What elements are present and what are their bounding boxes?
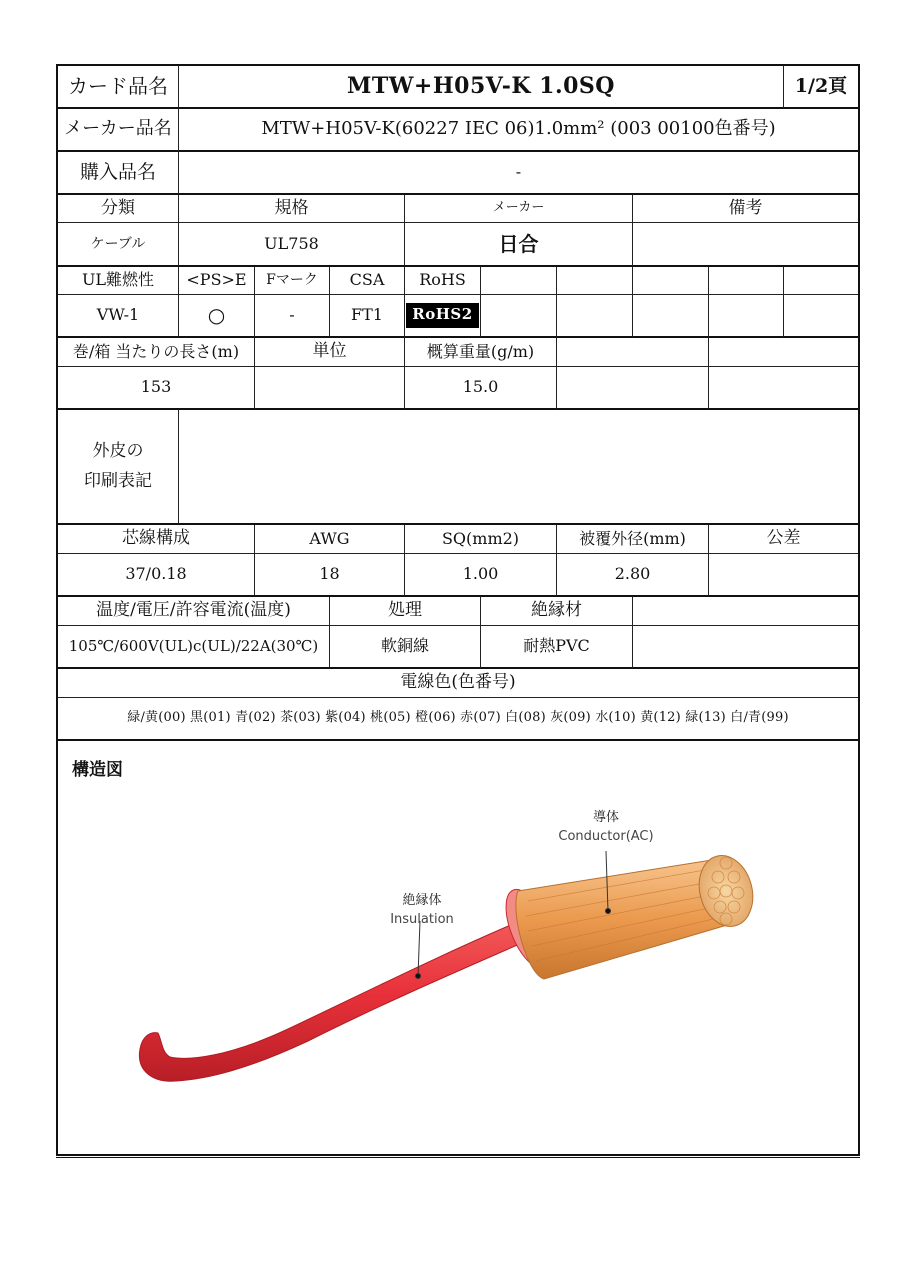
pse-value: ○ (179, 295, 255, 338)
insulation-material-value: 耐熱PVC (481, 626, 633, 669)
pack-blank-header-1 (557, 338, 709, 367)
length-per-reel-header: 巻/箱 当たりの長さ(m) (58, 338, 255, 367)
blank-header-4 (709, 267, 784, 295)
f-mark-header: Fマーク (255, 267, 330, 295)
unit-value (255, 367, 405, 410)
blank-header-5 (784, 267, 858, 295)
rating-blank-header (633, 597, 858, 626)
blank-value-4 (709, 295, 784, 338)
blank-value-5 (784, 295, 858, 338)
pack-blank-value-2 (709, 367, 858, 410)
treatment-header: 処理 (330, 597, 481, 626)
sq-value: 1.00 (405, 554, 557, 597)
blank-header-1 (481, 267, 557, 295)
remarks-value (633, 223, 858, 267)
ul-flame-value: VW-1 (58, 295, 179, 338)
strand-construction-value: 37/0.18 (58, 554, 255, 597)
sheath-marking-value (179, 410, 858, 525)
rohs-value (405, 295, 481, 338)
pack-blank-header-2 (709, 338, 858, 367)
f-mark-value: - (255, 295, 330, 338)
wire-color-list: 緑/黄(00) 黒(01) 青(02) 茶(03) 紫(04) 桃(05) 橙(06) 赤(07) 白(08) 灰(09) 水(10) 黄(12) 緑(13) 白/青(99) (58, 698, 858, 741)
unit-header: 単位 (255, 338, 405, 367)
awg-header: AWG (255, 525, 405, 554)
maker-value: 日合 (405, 223, 633, 267)
strand-construction-header: 芯線構成 (58, 525, 255, 554)
cable-illustration (58, 741, 858, 1154)
conductor-label-en: Conductor(AC) (558, 829, 654, 844)
blank-value-2 (557, 295, 633, 338)
remarks-header: 備考 (633, 195, 858, 223)
tolerance-value (709, 554, 858, 597)
outer-diameter-header: 被覆外径(mm) (557, 525, 709, 554)
csa-value: FT1 (330, 295, 405, 338)
classification-value: ケーブル (58, 223, 179, 267)
sheath-marking-label: 外皮の 印刷表記 (58, 410, 179, 525)
maker-name-label: メーカー品名 (58, 109, 179, 152)
blank-header-3 (633, 267, 709, 295)
insulation-material-header: 絶縁材 (481, 597, 633, 626)
rating-blank-value (633, 626, 858, 669)
bottom-rule (56, 1157, 860, 1158)
weight-value: 15.0 (405, 367, 557, 410)
blank-header-2 (557, 267, 633, 295)
pse-header: <PS>E (179, 267, 255, 295)
classification-header: 分類 (58, 195, 179, 223)
rohs2-badge: RoHS2 (406, 303, 478, 328)
weight-header: 概算重量(g/m) (405, 338, 557, 367)
wire-color-title: 電線色(色番号) (58, 669, 858, 698)
maker-name-value: MTW+H05V-K(60227 IEC 06)1.0mm² (003 00100色番号) (179, 109, 858, 152)
insulation-label-en: Insulation (390, 912, 454, 927)
awg-value: 18 (255, 554, 405, 597)
pack-blank-value-1 (557, 367, 709, 410)
rating-value: 105℃/600V(UL)c(UL)/22A(30℃) (58, 626, 330, 669)
maker-header: メーカー (405, 195, 633, 223)
page-number: 1/2頁 (784, 66, 858, 109)
standard-header: 規格 (179, 195, 405, 223)
rating-header: 温度/電圧/許容電流(温度) (58, 597, 330, 626)
length-per-reel-value: 153 (58, 367, 255, 410)
purchase-name-value: - (179, 152, 858, 195)
standard-value: UL758 (179, 223, 405, 267)
conductor-strands (516, 849, 761, 979)
ul-flame-header: UL難燃性 (58, 267, 179, 295)
rohs-header: RoHS (405, 267, 481, 295)
outer-diameter-value: 2.80 (557, 554, 709, 597)
treatment-value: 軟銅線 (330, 626, 481, 669)
purchase-name-label: 購入品名 (58, 152, 179, 195)
blank-value-3 (633, 295, 709, 338)
structure-diagram (58, 741, 858, 1154)
tolerance-header: 公差 (709, 525, 858, 554)
conductor-label-jp: 導体 (592, 810, 620, 825)
card-name-value: MTW+H05V-K 1.0SQ (179, 66, 784, 109)
structure-diagram-title: 構造図 (72, 760, 123, 780)
insulation-jacket (139, 883, 561, 1081)
card-name-label: カード品名 (58, 66, 179, 109)
csa-header: CSA (330, 267, 405, 295)
sq-header: SQ(mm2) (405, 525, 557, 554)
insulation-label-jp: 絶縁体 (402, 893, 442, 908)
blank-value-1 (481, 295, 557, 338)
